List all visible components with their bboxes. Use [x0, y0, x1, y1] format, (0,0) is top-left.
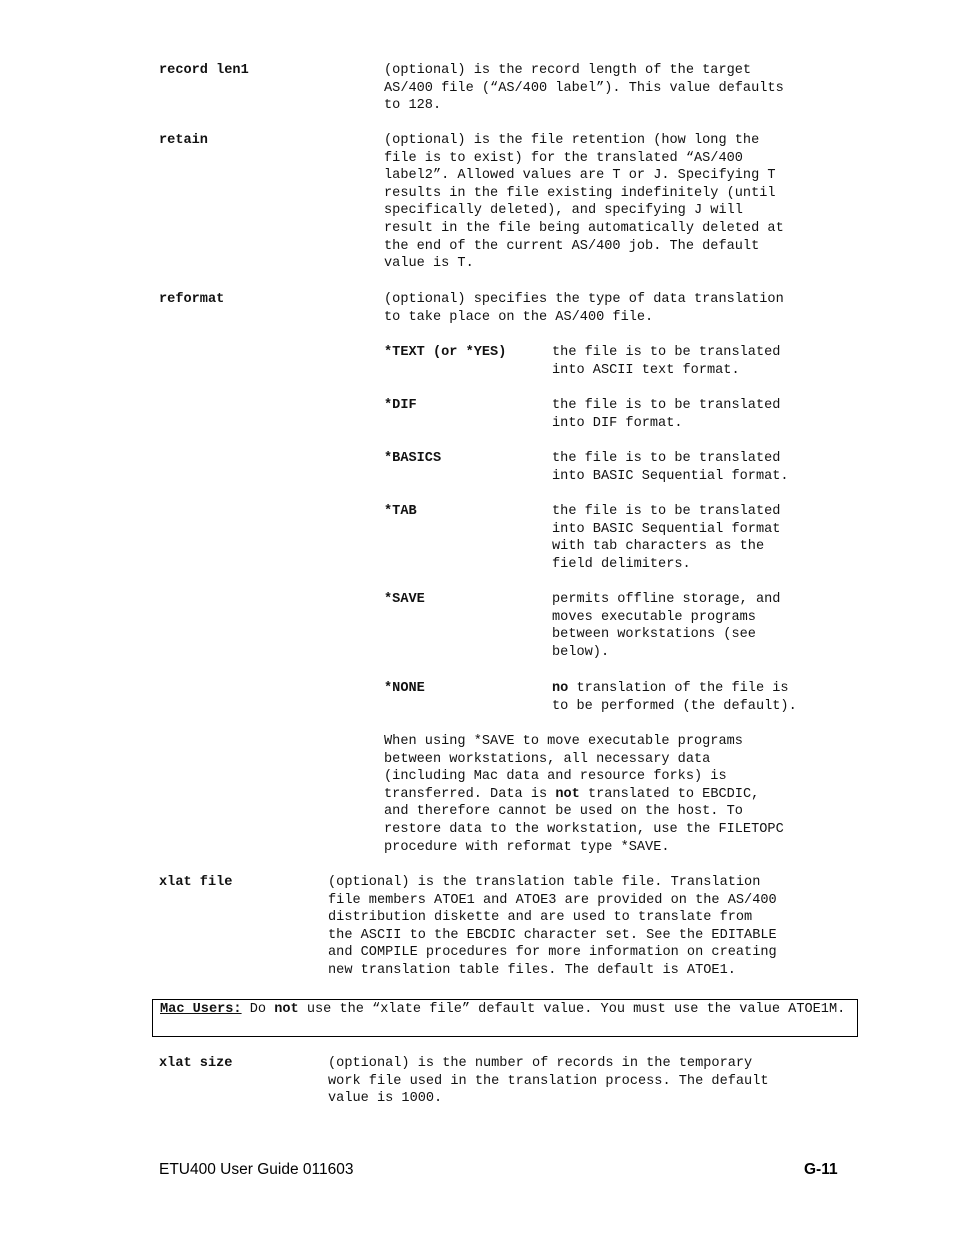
term-retain: retain — [159, 133, 208, 148]
callout-text-1: Do — [241, 1002, 275, 1017]
note-text-1: When using *SAVE to move executable programs between workstations, all necessary data (including Mac data and resource forks) is transferred. Data is — [384, 734, 743, 802]
term-xlat-file: xlat file — [159, 875, 233, 890]
option-desc-tab: the file is to be translated into BASIC Sequential format with tab characters as the field delimiters. — [552, 504, 781, 572]
callout-text — [160, 1001, 850, 1019]
option-key-none: *NONE — [384, 681, 425, 696]
mac-users-callout — [152, 999, 858, 1037]
option-key-dif: *DIF — [384, 398, 417, 413]
option-key-save: *SAVE — [384, 592, 425, 607]
desc-record-len1: (optional) is the record length of the target AS/400 file (“AS/400 label”). This value defaults to 128. — [384, 63, 784, 114]
reformat-save-note — [384, 733, 784, 856]
callout-label: Mac Users: — [160, 1002, 242, 1017]
option-desc-text: the file is to be translated into ASCII text format. — [552, 345, 781, 378]
option-key-tab: *TAB — [384, 504, 417, 519]
desc-reformat: (optional) specifies the type of data translation to take place on the AS/400 file. — [384, 292, 784, 325]
note-text-2: translated to EBCDIC, and therefore cannot be used on the host. To restore data to the workstation, use the FILETOPC procedure with reformat type *SAVE. — [384, 786, 784, 855]
term-xlat-size: xlat size — [159, 1056, 233, 1071]
term-reformat: reformat — [159, 292, 225, 307]
footer-page-number: G-11 — [804, 1161, 838, 1178]
callout-text-2: use the “xlate file” default value. You must use the value ATOE1M. — [298, 1002, 846, 1017]
option-desc-none-bold: no — [552, 681, 569, 696]
desc-retain: (optional) is the file retention (how long the file is to exist) for the translated “AS/400 label2”. Allowed values are T or J. Specifying T results in the file existing indefinitely (until specifically deleted), and specifying J will result in the file being automatically deleted at the end of the current AS/400 job. The default value is T. — [384, 133, 784, 272]
option-desc-basics: the file is to be translated into BASIC Sequential format. — [552, 451, 789, 484]
footer-title: ETU400 User Guide 011603 — [159, 1161, 354, 1178]
option-desc-none-rest: translation of the file is to be performed (the default). — [552, 681, 797, 714]
option-key-basics: *BASICS — [384, 451, 442, 466]
option-key-text: *TEXT (or *YES) — [384, 345, 507, 360]
desc-xlat-file: (optional) is the translation table file. Translation file members ATOE1 and ATOE3 are provided on the AS/400 distribution diskette and are used to translate from the ASCII to the EBCDIC character set. See the EDITABLE and COMPILE procedures for more information on creating new translation table files. The default is ATOE1. — [328, 875, 777, 978]
note-bold: not — [555, 786, 580, 802]
option-desc-save: permits offline storage, and moves executable programs between workstations (see below). — [552, 592, 781, 660]
option-desc-none — [552, 680, 797, 715]
term-record-len1: record len1 — [159, 63, 249, 78]
desc-xlat-size: (optional) is the number of records in the temporary work file used in the translation process. The default value is 1000. — [328, 1056, 769, 1107]
callout-bold: not — [274, 1002, 299, 1017]
option-desc-dif: the file is to be translated into DIF format. — [552, 398, 781, 431]
